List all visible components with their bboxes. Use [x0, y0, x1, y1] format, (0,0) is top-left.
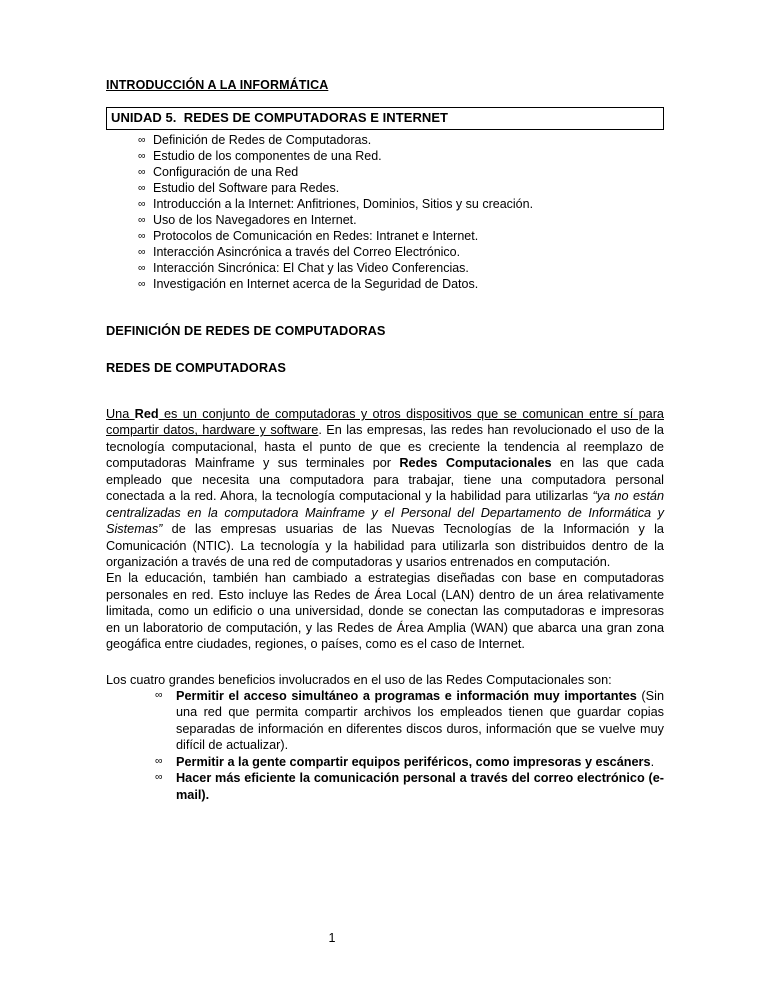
section-heading-redes: REDES DE COMPUTADORAS	[106, 359, 286, 375]
list-item-label: Interacción Sincrónica: El Chat y las Video Conferencias.	[153, 261, 469, 276]
topic-list	[106, 132, 664, 293]
spacer	[106, 339, 664, 360]
infinity-bullet-icon: ∞	[138, 214, 146, 227]
list-item-label: Estudio de los componentes de una Red.	[153, 148, 382, 163]
list-item	[106, 244, 664, 260]
paragraph-education: En la educación, también han cambiado a estrategias diseñadas con base en computadoras personales en red. Esto incluye las Redes de Área Local (LAN) dentro de un área relativamente limitada, como un edificio o una universidad, donde se conectan las computadoras e impresoras en un laboratorio de computación, y las Redes de Área Amplia (WAN) que abarca una gran zona geogáfica entre ciudades, regiones, o países, como es el caso de Internet.	[106, 571, 664, 652]
list-item	[106, 132, 664, 148]
list-item	[106, 688, 664, 754]
keyword-red: Red	[134, 407, 159, 422]
infinity-bullet-icon: ∞	[138, 149, 146, 162]
infinity-bullet-icon: ∞	[138, 181, 146, 194]
list-item-label: Introducción a la Internet: Anfitriones, Dominios, Sitios y su creación.	[153, 196, 534, 211]
list-item	[106, 228, 664, 244]
paragraph-text-after-bold: en las que cada empleado que necesita una computadora para trabajar, tiene una computadora personal conectada a la red. Ahora, la tecnología computacional y la habilidad para utilizarlas	[106, 456, 664, 504]
infinity-bullet-icon: ∞	[138, 165, 146, 178]
section-heading-definicion: DEFINICIÓN DE REDES DE COMPUTADORAS	[106, 323, 386, 339]
benefit-title: Hacer más eficiente la comunicación personal a través del correo electrónico (e-mail).	[176, 771, 664, 802]
benefit-detail: (Sin una red que permita compartir archivos los empleados tienen que guardar copias separadas de información en diferentes discos duros, información que se vuelve muy difícil de actualizar).	[176, 689, 664, 753]
spacer	[106, 375, 664, 406]
infinity-bullet-icon: ∞	[138, 246, 146, 259]
paragraph-text-tail: de las empresas usuarias de las Nuevas Tecnologías de la Información y la Comunicación (NTIC). La tecnología y la habilidad para utilizarla son distribuidos dentro de la organización a través de una red de computadoras y usarios entrenados en computación.	[106, 522, 664, 569]
keyword-redes-computacionales: Redes Computacionales	[399, 456, 552, 471]
paragraph-underlined-lead: Una	[106, 407, 135, 422]
infinity-bullet-icon: ∞	[155, 754, 163, 767]
page-title-text: INTRODUCCIÓN A LA INFORMÁTICA	[106, 78, 329, 92]
infinity-bullet-icon: ∞	[138, 262, 146, 275]
spacer	[106, 292, 664, 323]
list-item-label: Investigación en Internet acerca de la Seguridad de Datos.	[153, 277, 479, 292]
unit-heading-box	[106, 107, 664, 129]
infinity-bullet-icon: ∞	[138, 278, 146, 291]
paragraph-benefits-intro: Los cuatro grandes beneficios involucrados en el uso de las Redes Computacionales son:	[106, 672, 612, 687]
list-item-label: Protocolos de Comunicación en Redes: Intranet e Internet.	[153, 229, 479, 244]
paragraph-definition	[106, 406, 664, 570]
list-item-label: Definición de Redes de Computadoras.	[153, 132, 372, 147]
paragraph-text-after-underline: . En las empresas, las redes han revolucionado el uso de la tecnología computacional, hasta el punto de que es creciente la tendencia al reemplazo de computadoras Mainframe y sus terminales por	[106, 423, 664, 471]
unit-heading-text: UNIDAD 5. REDES DE COMPUTADORAS E INTERNET	[111, 110, 449, 126]
infinity-bullet-icon: ∞	[138, 197, 146, 210]
benefit-title: Permitir el acceso simultáneo a programas e información muy importantes	[176, 689, 637, 704]
list-item-label: Interacción Asincrónica a través del Correo Electrónico.	[153, 245, 461, 260]
page-title	[106, 78, 664, 92]
list-item	[106, 164, 664, 180]
paragraph-underlined-body: es un conjunto de computadoras y otros dispositivos que se comunican entre sí para compartir datos, hardware y software	[106, 407, 664, 438]
list-item	[106, 148, 664, 164]
benefit-detail: .	[650, 754, 655, 769]
list-item	[106, 276, 664, 292]
list-item-label: Estudio del Software para Redes.	[153, 180, 340, 195]
list-item	[106, 770, 664, 803]
benefit-title: Permitir a la gente compartir equipos periféricos, como impresoras y escáners	[176, 754, 651, 769]
list-item	[106, 180, 664, 196]
quoted-italic-text: “ya no están centralizadas en la computadora Mainframe y el Personal del Departamento de Informática y Sistemas”	[106, 489, 664, 537]
infinity-bullet-icon: ∞	[155, 689, 163, 702]
benefit-list	[106, 688, 664, 803]
document-content	[106, 78, 664, 803]
page-number: 1	[328, 931, 336, 945]
list-item	[106, 212, 664, 228]
list-item	[106, 196, 664, 212]
list-item	[106, 260, 664, 276]
list-item	[106, 754, 664, 770]
list-item-label: Uso de los Navegadores en Internet.	[153, 213, 357, 228]
spacer	[106, 653, 664, 672]
list-item-label: Configuración de una Red	[153, 164, 299, 179]
infinity-bullet-icon: ∞	[138, 133, 146, 146]
infinity-bullet-icon: ∞	[138, 230, 146, 243]
infinity-bullet-icon: ∞	[155, 771, 163, 784]
